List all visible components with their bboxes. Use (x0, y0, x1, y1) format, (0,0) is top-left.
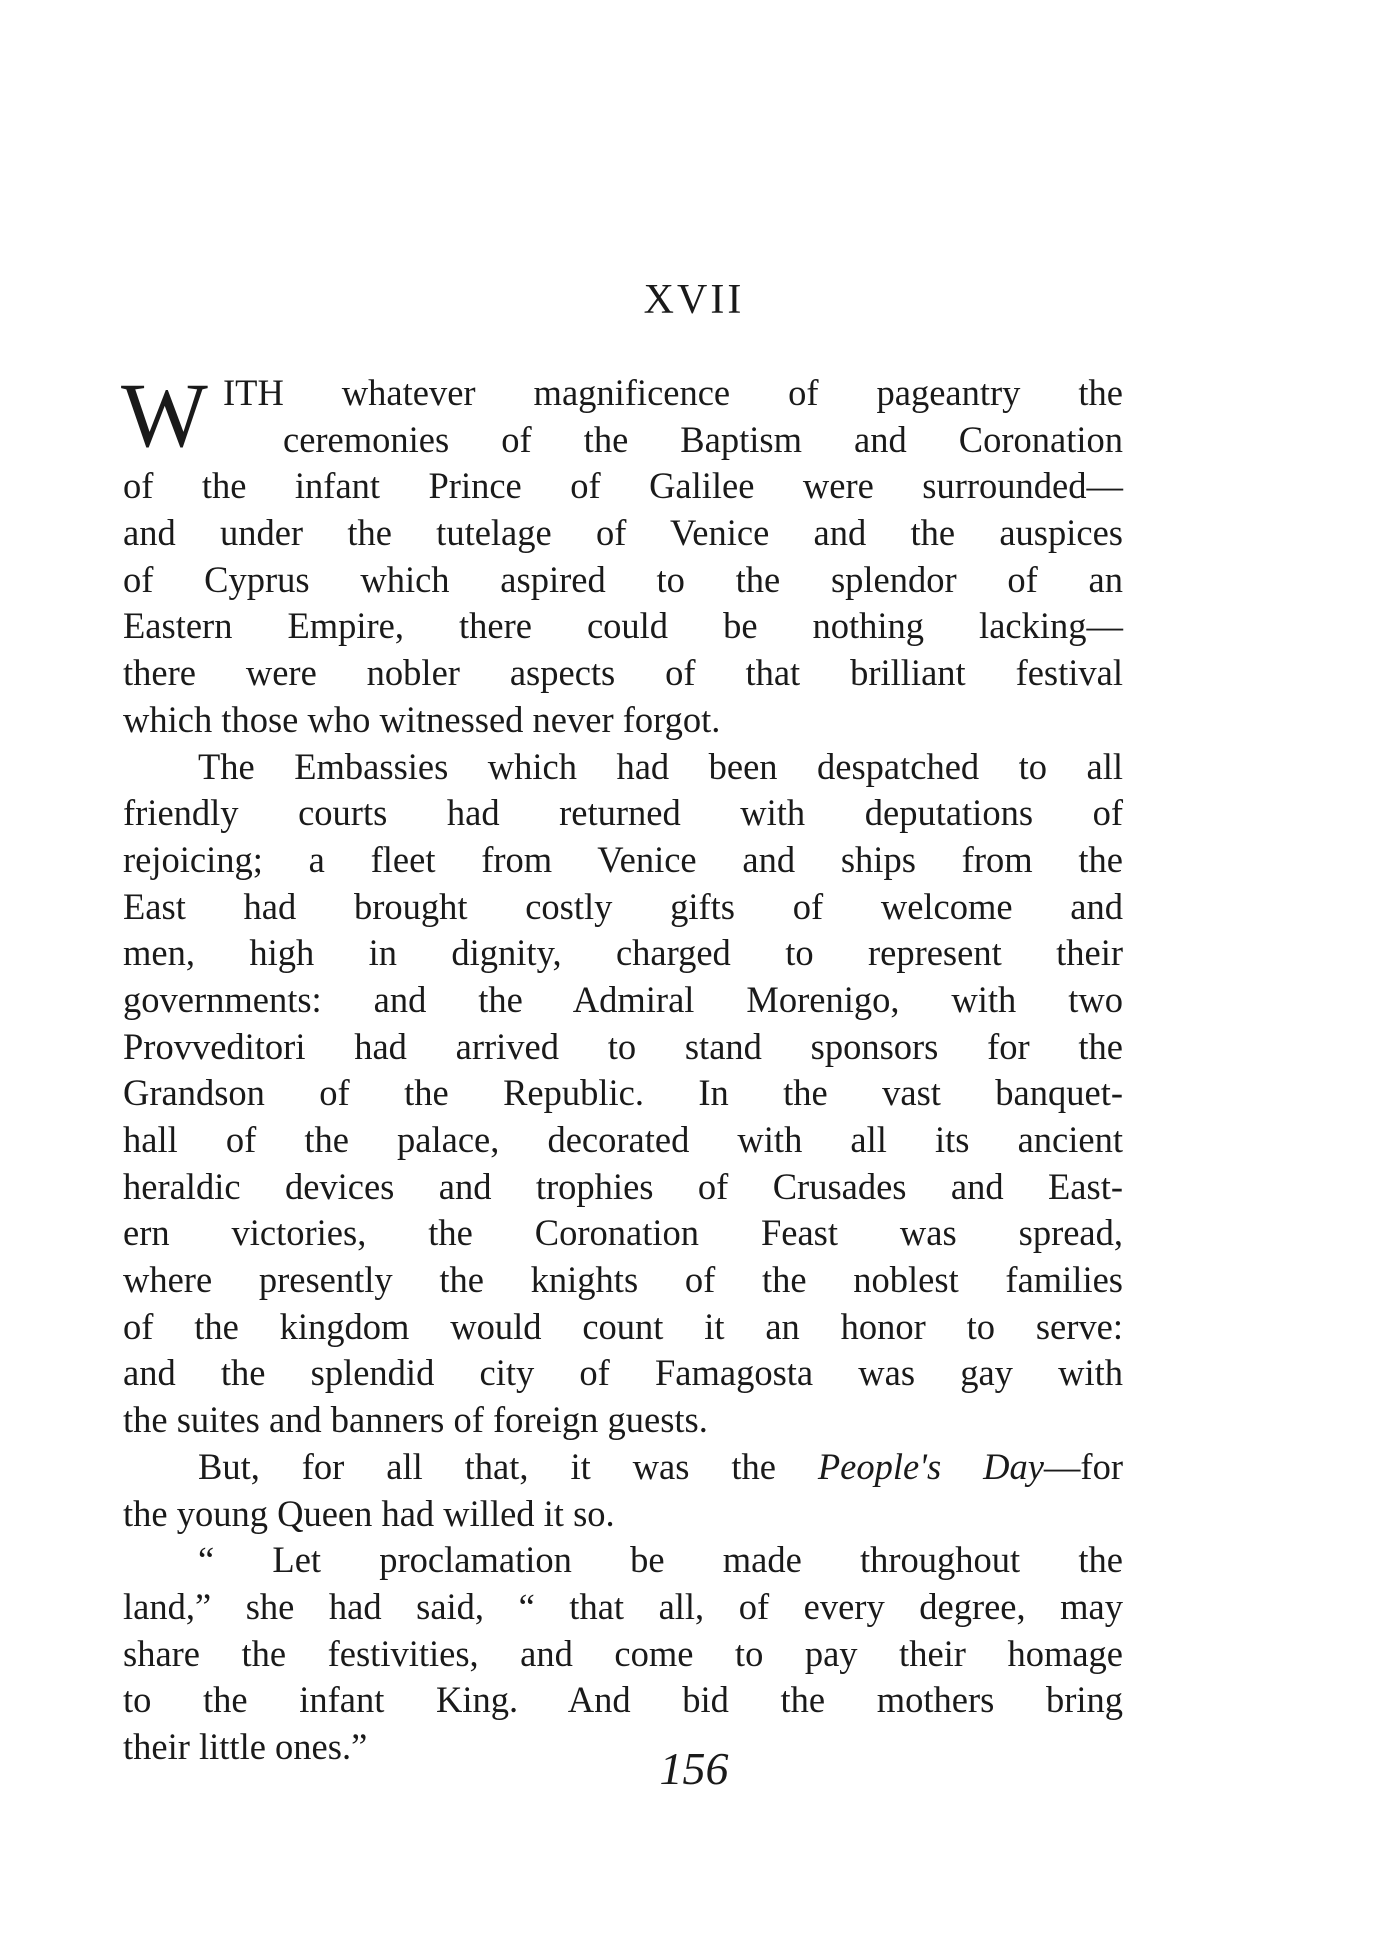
paragraph-line: ITH whatever magnificence of pageantry the (223, 372, 1123, 413)
body-text (121, 364, 1123, 1771)
paragraph-line: there were nobler aspects of that brilliant festival (123, 652, 1123, 694)
paragraph-line: their little ones.” (123, 1725, 368, 1767)
paragraph-line: heraldic devices and trophies of Crusades and East- (123, 1165, 1123, 1207)
paragraph-line (123, 1444, 1123, 1491)
paragraph-line: to the infant King. And bid the mothers bring (123, 1679, 1123, 1721)
paragraph-line: rejoicing; a fleet from Venice and ships from the (123, 838, 1123, 880)
paragraph-text: But, for all that, it was the (198, 1445, 818, 1487)
paragraph-line: of the infant Prince of Galilee were surrounded— (123, 465, 1123, 507)
paragraph-line: East had brought costly gifts of welcome and (123, 885, 1123, 927)
chapter-heading: XVII (643, 277, 745, 323)
paragraph-line: the suites and banners of foreign guests. (123, 1399, 708, 1441)
paragraph-line: friendly courts had returned with deputations of (123, 792, 1123, 834)
paragraph-line: of the kingdom would count it an honor to serve: (123, 1305, 1123, 1347)
paragraph-line: and under the tutelage of Venice and the auspices (123, 512, 1123, 554)
paragraph-line: share the festivities, and come to pay their homage (123, 1632, 1123, 1674)
paragraph-line: ceremonies of the Baptism and Coronation (283, 418, 1123, 460)
paragraph-line: Eastern Empire, there could be nothing lacking— (123, 605, 1123, 647)
paragraph-line: and the splendid city of Famagosta was gay with (123, 1352, 1123, 1394)
paragraph-line: Grandson of the Republic. In the vast banquet- (123, 1072, 1123, 1114)
paragraph-line: ern victories, the Coronation Feast was spread, (123, 1212, 1123, 1254)
paragraph-line: of Cyprus which aspired to the splendor of an (123, 558, 1123, 600)
paragraph-line: land,” she had said, “ that all, of every degree, may (123, 1585, 1123, 1627)
paragraph-line: The Embassies which had been despatched to all (198, 745, 1123, 787)
paragraph-line: where presently the knights of the noblest families (123, 1259, 1123, 1301)
paragraph-line: the young Queen had willed it so. (123, 1492, 615, 1534)
page-number: 156 (659, 1743, 729, 1794)
paragraph-line: governments: and the Admiral Morenigo, with two (123, 978, 1123, 1020)
paragraph-line: men, high in dignity, charged to represent their (123, 932, 1123, 974)
paragraph-line: Provveditori had arrived to stand sponsors for the (123, 1025, 1123, 1067)
paragraph-text: —for (1043, 1445, 1123, 1487)
drop-cap: W (121, 364, 208, 466)
italic-phrase: People's Day (817, 1445, 1044, 1487)
paragraph-line: which those who witnessed never forgot. (123, 698, 721, 740)
paragraph-line: hall of the palace, decorated with all its ancient (123, 1119, 1123, 1160)
paragraph-line: “ Let proclamation be made throughout the (198, 1539, 1123, 1581)
